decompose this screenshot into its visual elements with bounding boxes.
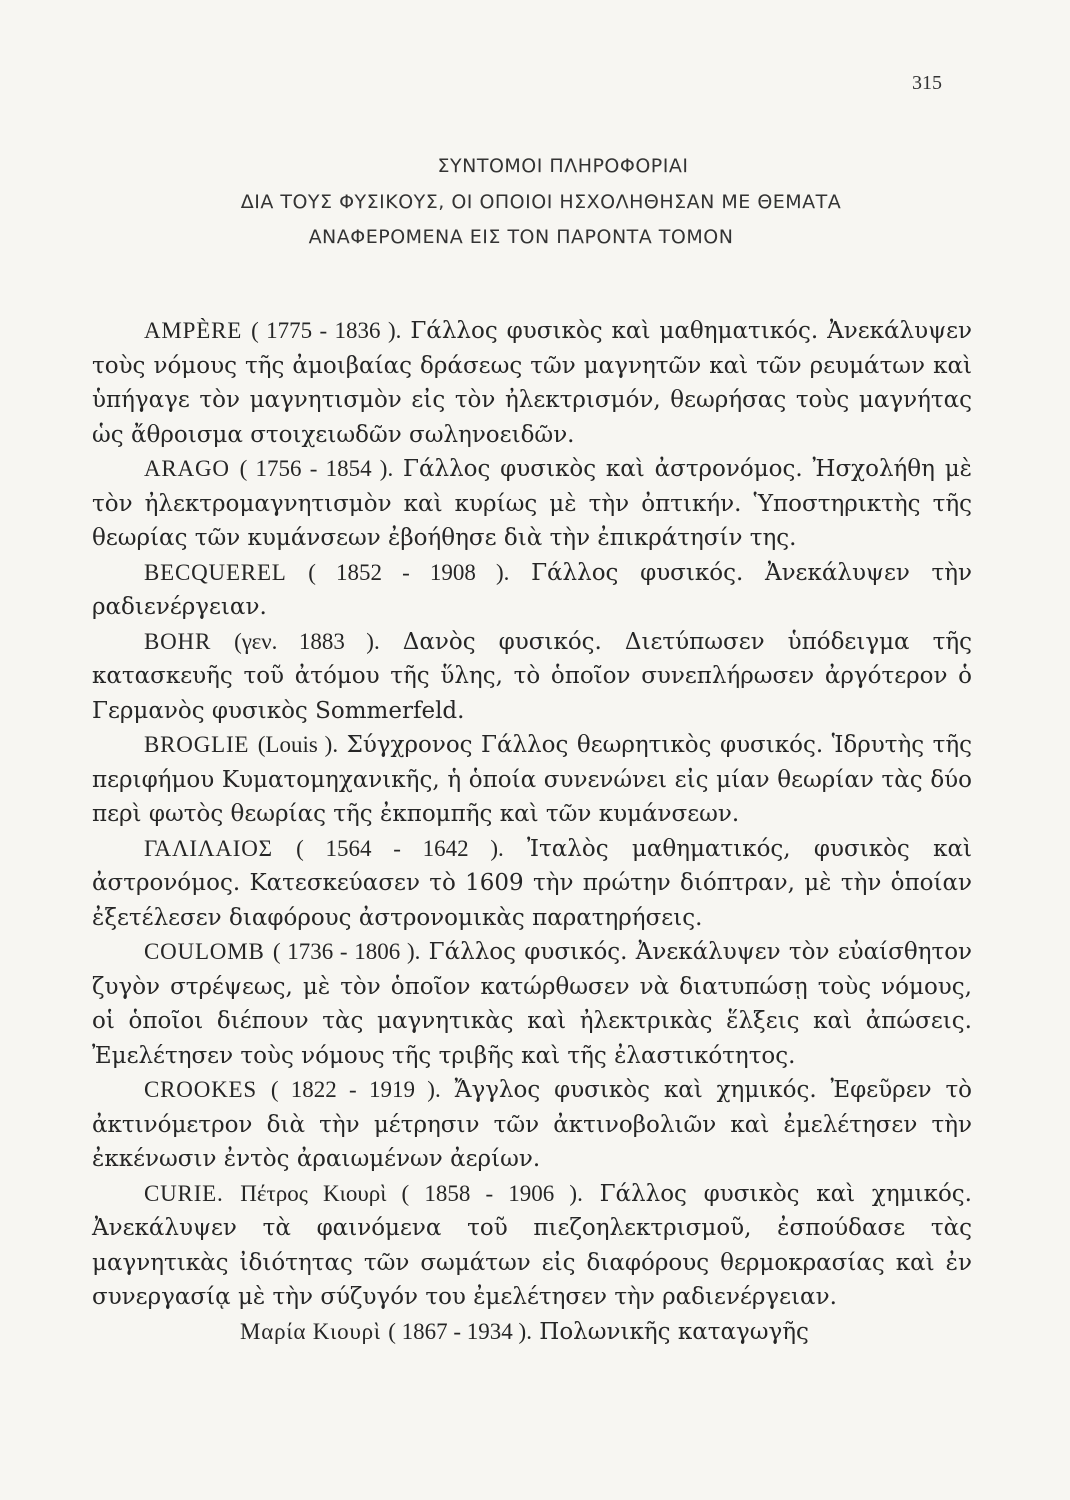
entry-dates: ( 1736 - 1806 ). <box>272 939 421 964</box>
section-heading-line-1: ΣΥΝΤΟΜΟΙ ΠΛΗΡΟΦΟΡΙΑΙ <box>437 155 689 177</box>
entry-text: Γάλλος φυσικὸς καὶ μαθηματικός. Ἀνεκάλυψεν τοὺς νόμους τῆς ἀμοιβαίας δράσεως τῶν μαγνητῶν καὶ τῶν ρευμάτων καὶ ὑπήγαγε τὸν μαγνητισμὸν εἰς τὸν ἠλεκτρισμόν, θεωρήσας τοὺς μαγνήτας ὡς ἄθροισμα στοιχειωδῶν σωληνοειδῶν. <box>92 318 973 448</box>
entry-dates: (Louis ). <box>257 732 339 757</box>
entry-coulomb <box>92 935 972 1073</box>
entry-bohr <box>92 625 972 729</box>
entry-text: Γάλλος φυσικὸς καὶ ἀστρονόμος. Ἠσχολήθη μὲ τὸν ἠλεκτρομαγνητισμὸν καὶ κυρίως μὲ τὴν ὀπτικήν. Ὑποστηρικτὴς τῆς θεωρίας τῶν κυμάνσεων ἐβοήθησε διὰ τὴν ἐπικράτησίν της. <box>92 456 973 551</box>
entry-name: ARAGO <box>144 456 230 481</box>
entry-text: Πολωνικῆς καταγωγῆς <box>539 1318 809 1345</box>
entry-text: Γάλλος φυσικὸς καὶ χημικός. Ἀνεκάλυψεν τὰ φαινόμενα τοῦ πιεζοηλεκτρισμοῦ, ἐσπούδασε τὰς μαγνητικὰς ἰδιότητας τῶν σωμάτων εἰς διαφόρους θερμοκρασίας καὶ ἐν συνεργασίᾳ μὲ τὴν σύζυγόν του ἐμελέτησεν τὴν ραδιενέργειαν. <box>92 1180 972 1310</box>
entry-name: BOHR <box>144 628 212 654</box>
section-heading-line-3: ΑΝΑΦΕΡΟΜΕΝΑ ΕΙΣ ΤΟΝ ΠΑΡΟΝΤΑ ΤΟΜΟΝ <box>308 226 734 248</box>
entry-text: Γάλλος φυσικός. Ἀνεκάλυψεν τὸν εὐαίσθητον ζυγὸν στρέψεως, μὲ τὸν ὁποῖον κατώρθωσεν νὰ διατυπώσῃ τοὺς νόμους, οἱ ὁποῖοι διέπουν τὰς μαγνητικὰς καὶ ἠλεκτρικὰς ἕλξεις καὶ ἀπώσεις. Ἐμελέτησεν τοὺς νόμους τῆς τριβῆς καὶ τῆς ἐλαστικότητος. <box>92 939 973 1069</box>
entry-galileo <box>92 832 972 936</box>
entry-name: Μαρία Κιουρὶ <box>240 1318 381 1344</box>
entry-broglie <box>92 728 972 832</box>
entry-text: Ἰταλὸς μαθηματικός, φυσικὸς καὶ ἀστρονόμος. Κατεσκεύασεν τὸ 1609 τὴν πρώτην διόπτραν, μὲ τὴν ὁποίαν ἐξετέλεσεν διαφόρους ἀστρονομικὰς παρατηρήσεις. <box>92 835 973 931</box>
entry-dates: ( 1775 - 1836 ). <box>251 318 402 343</box>
entry-name: ΓΑΛΙΛΑΙΟΣ <box>144 835 273 861</box>
entry-dates: ( 1867 - 1934 ). <box>388 1318 532 1344</box>
entry-text: Ἄγγλος φυσικὸς καὶ χημικός. Ἐφεῦρεν τὸ ἀκτινόμετρον διὰ τὴν μέτρησιν τῶν ἀκτινοβολιῶν καὶ ἐμελέτησεν τὴν ἐκκένωσιν ἐντὸς ἀραιωμένων ἀερίων. <box>92 1077 973 1172</box>
entry-text: Γάλλος φυσικός. Ἀνεκάλυψεν τὴν ραδιενέργειαν. <box>92 559 973 620</box>
entry-dates: (γεν. 1883 ). <box>234 628 380 654</box>
entry-name: CROOKES <box>144 1077 257 1102</box>
entry-name: BROGLIE <box>144 732 250 757</box>
biography-list <box>92 314 972 1349</box>
page-number: 315 <box>912 72 942 94</box>
entry-becquerel <box>92 556 972 625</box>
entry-arago <box>92 452 972 556</box>
entry-crookes <box>92 1073 972 1177</box>
entry-name: BECQUEREL <box>144 559 287 585</box>
entry-name: CURIE. <box>144 1180 224 1206</box>
entry-dates: Πέτρος Κιουρὶ ( 1858 - 1906 ). <box>240 1180 583 1206</box>
entry-text: Σύγχρονος Γάλλος θεωρητικὸς φυσικός. Ἱδρυτὴς τῆς περιφήμου Κυματομηχανικῆς, ἡ ὁποία συνενώνει εἰς μίαν θεωρίαν τὰς δύο περὶ φωτὸς θεωρίας τῆς ἐκπομπῆς καὶ τῶν κυμάνσεων. <box>92 732 973 827</box>
entry-ampere <box>92 314 972 452</box>
entry-curie-pierre <box>92 1177 972 1315</box>
entry-dates: ( 1564 - 1642 ). <box>296 835 504 861</box>
entry-name: COULOMB <box>144 939 265 964</box>
entry-text: Δανὸς φυσικός. Διετύπωσεν ὑπόδειγμα τῆς κατασκευῆς τοῦ ἀτόμου τῆς ὕλης, τὸ ὁποῖον συνεπλήρωσεν ἀργότερον ὁ Γερμανὸς φυσικὸς Sommerfeld. <box>92 628 973 724</box>
entry-dates: ( 1822 - 1919 ). <box>270 1077 441 1102</box>
entry-name: AMPÈRE <box>144 318 243 343</box>
entry-curie-marie <box>92 1315 972 1350</box>
entry-dates: ( 1852 - 1908 ). <box>308 559 510 585</box>
entry-dates: ( 1756 - 1854 ). <box>239 456 394 481</box>
section-heading-line-2: ΔΙΑ ΤΟΥΣ ΦΥΣΙΚΟΥΣ, ΟΙ ΟΠΟΙΟΙ ΗΣΧΟΛΗΘΗΣΑΝ ΜΕ ΘΕΜΑΤΑ <box>240 191 842 213</box>
